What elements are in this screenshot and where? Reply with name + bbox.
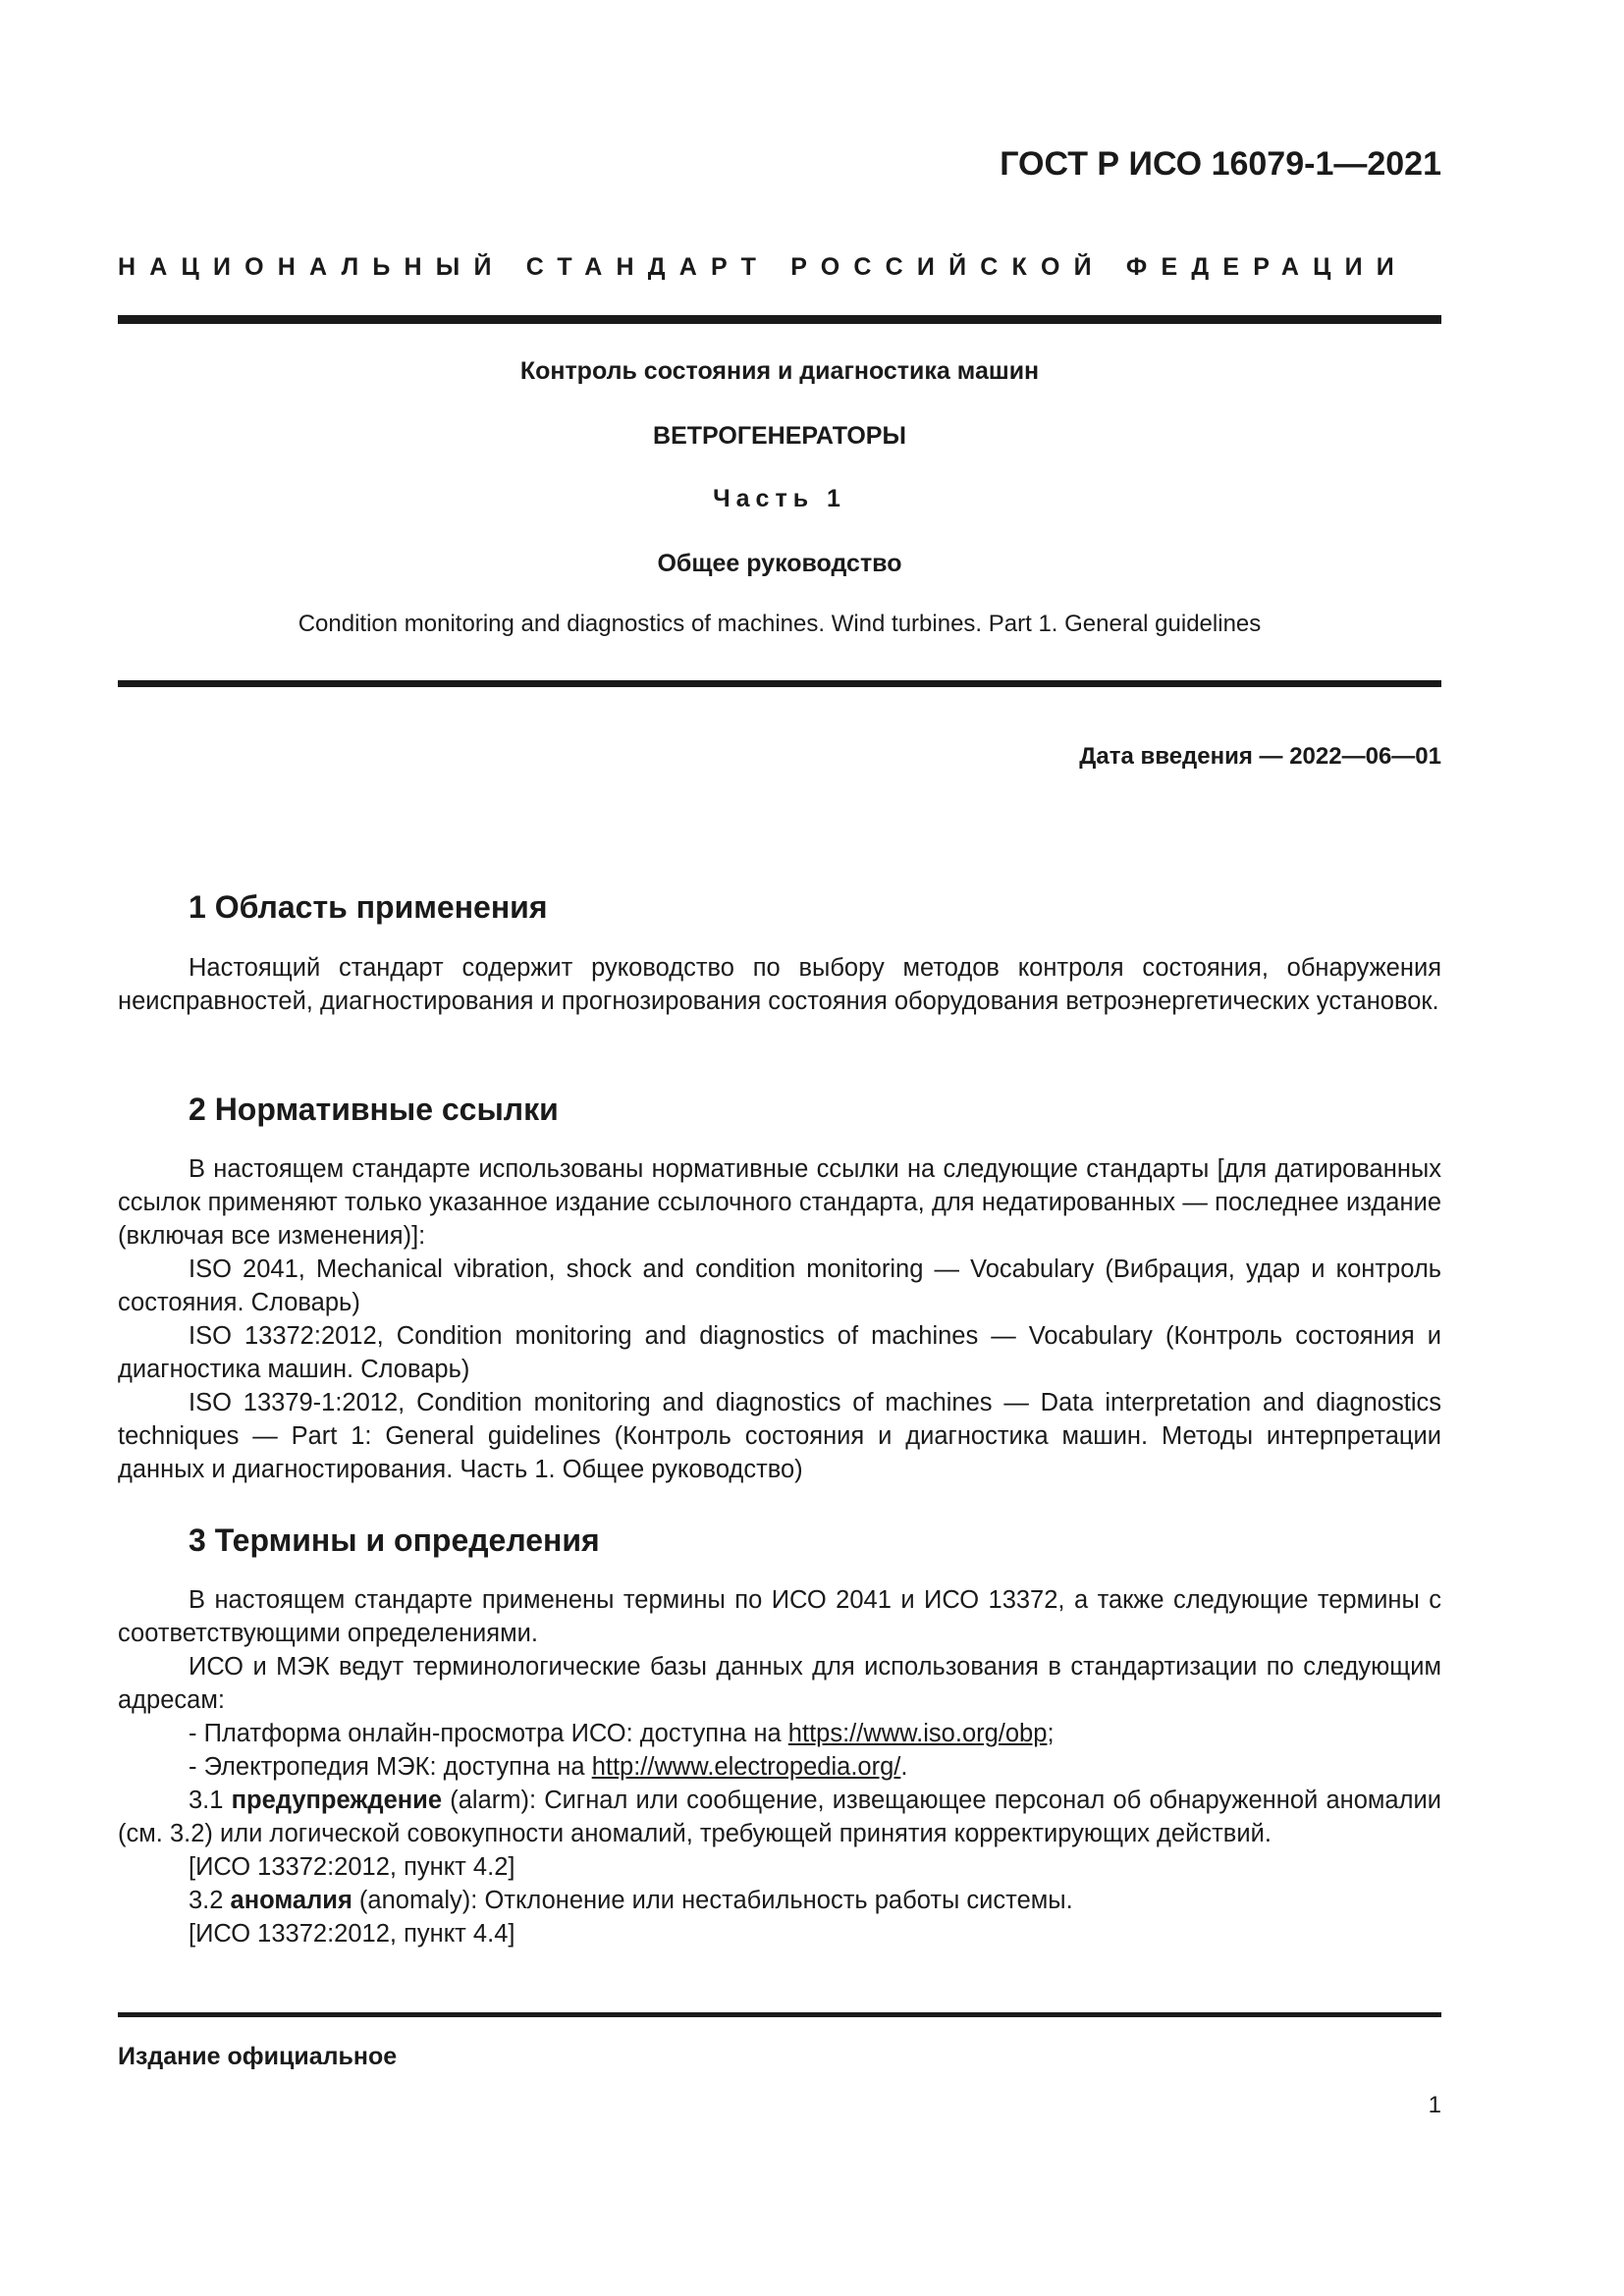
term-number: 3.1 (189, 1787, 232, 1814)
term-definition: (alarm): Сигнал или сообщение, извещающее персонал об обнаруженной аномалии (см. 3.2) или логической совокупности аномалий, требующей принятия корректирующих действий. (118, 1787, 1441, 1847)
footer-divider (118, 2012, 1441, 2017)
item-text: - Электропедия МЭК: доступна на (189, 1753, 592, 1781)
paragraph: В настоящем стандарте использованы нормативные ссылки на следующие стандарты [для датированных ссылок применяют только указанное издание ссылочного стандарта, для недатированных — последнее издание (включая все изменения)]: (118, 1155, 1441, 1250)
top-divider (118, 315, 1441, 324)
paragraph: ИСО и МЭК ведут терминологические базы данных для использования в стандартизации по следующим адресам: (118, 1653, 1441, 1714)
title-line-1: Контроль состояния и диагностика машин (519, 357, 1040, 385)
paragraph: В настоящем стандарте применены термины по ИСО 2041 и ИСО 13372, а также следующие термины с соответствующими определениями. (118, 1586, 1441, 1647)
introduction-date: Дата введения — 2022—06—01 (1079, 743, 1441, 770)
section-1-heading: 1 Область применения (189, 889, 548, 925)
item-text: - Платформа онлайн-просмотра ИСО: доступна на (189, 1720, 788, 1747)
item-suffix: ; (1047, 1720, 1055, 1747)
section-1-body (118, 951, 1441, 1018)
term-anomaly (118, 1884, 1441, 1917)
section-3-heading: 3 Термины и определения (189, 1522, 600, 1558)
paragraph: Настоящий стандарт содержит руководство по выбору методов контроля состояния, обнаружения неисправностей, диагностирования и прогнозирования состояния оборудования ветроэнергетических установок. (118, 954, 1441, 1015)
iso-obp-item (118, 1717, 1441, 1750)
term-name: предупреждение (231, 1787, 443, 1814)
term-name: аномалия (230, 1887, 352, 1914)
title-line-2: ВЕТРОГЕНЕРАТОРЫ (653, 422, 906, 450)
term-alarm-source: [ИСО 13372:2012, пункт 4.2] (189, 1853, 515, 1881)
term-alarm (118, 1784, 1441, 1850)
title-part: Часть 1 (713, 485, 846, 512)
term-number: 3.2 (189, 1887, 231, 1914)
title-line-4: Общее руководство (657, 550, 902, 577)
standard-code: ГОСТ Р ИСО 16079-1—2021 (1000, 145, 1441, 183)
page-number: 1 (1428, 2092, 1441, 2118)
item-suffix: . (900, 1753, 908, 1781)
official-edition-label: Издание официальное (118, 2043, 398, 2070)
reference-iso-13372: ISO 13372:2012, Condition monitoring and diagnostics of machines — Vocabulary (Контроль состояния и диагностика машин. Словарь) (118, 1322, 1441, 1383)
title-divider (118, 680, 1441, 687)
section-2-heading: 2 Нормативные ссылки (189, 1092, 559, 1127)
section-2-body (118, 1152, 1441, 1486)
electropedia-link[interactable]: http://www.electropedia.org/ (591, 1753, 901, 1781)
english-title: Condition monitoring and diagnostics of machines. Wind turbines. Part 1. General guidelines (298, 611, 1262, 637)
reference-iso-13379-1: ISO 13379-1:2012, Condition monitoring and diagnostics of machines — Data interpretation and diagnostics techniques — Part 1: General guidelines (Контроль состояния и диагностика машин. Методы интерпретации данных и диагностирования. Часть 1. Общее руководство) (118, 1389, 1441, 1483)
iso-obp-link[interactable]: https://www.iso.org/obp (787, 1720, 1048, 1747)
reference-iso-2041: ISO 2041, Mechanical vibration, shock and condition monitoring — Vocabulary (Вибрация, удар и контроль состояния. Словарь) (118, 1255, 1441, 1316)
section-3-body (118, 1583, 1441, 1950)
term-anomaly-source: [ИСО 13372:2012, пункт 4.4] (189, 1920, 515, 1948)
national-standard-banner: НАЦИОНАЛЬНЫЙ СТАНДАРТ РОССИЙСКОЙ ФЕДЕРАЦИИ (118, 253, 1408, 281)
term-definition: (anomaly): Отклонение или нестабильность работы системы. (352, 1887, 1073, 1914)
electropedia-item (118, 1750, 1441, 1784)
